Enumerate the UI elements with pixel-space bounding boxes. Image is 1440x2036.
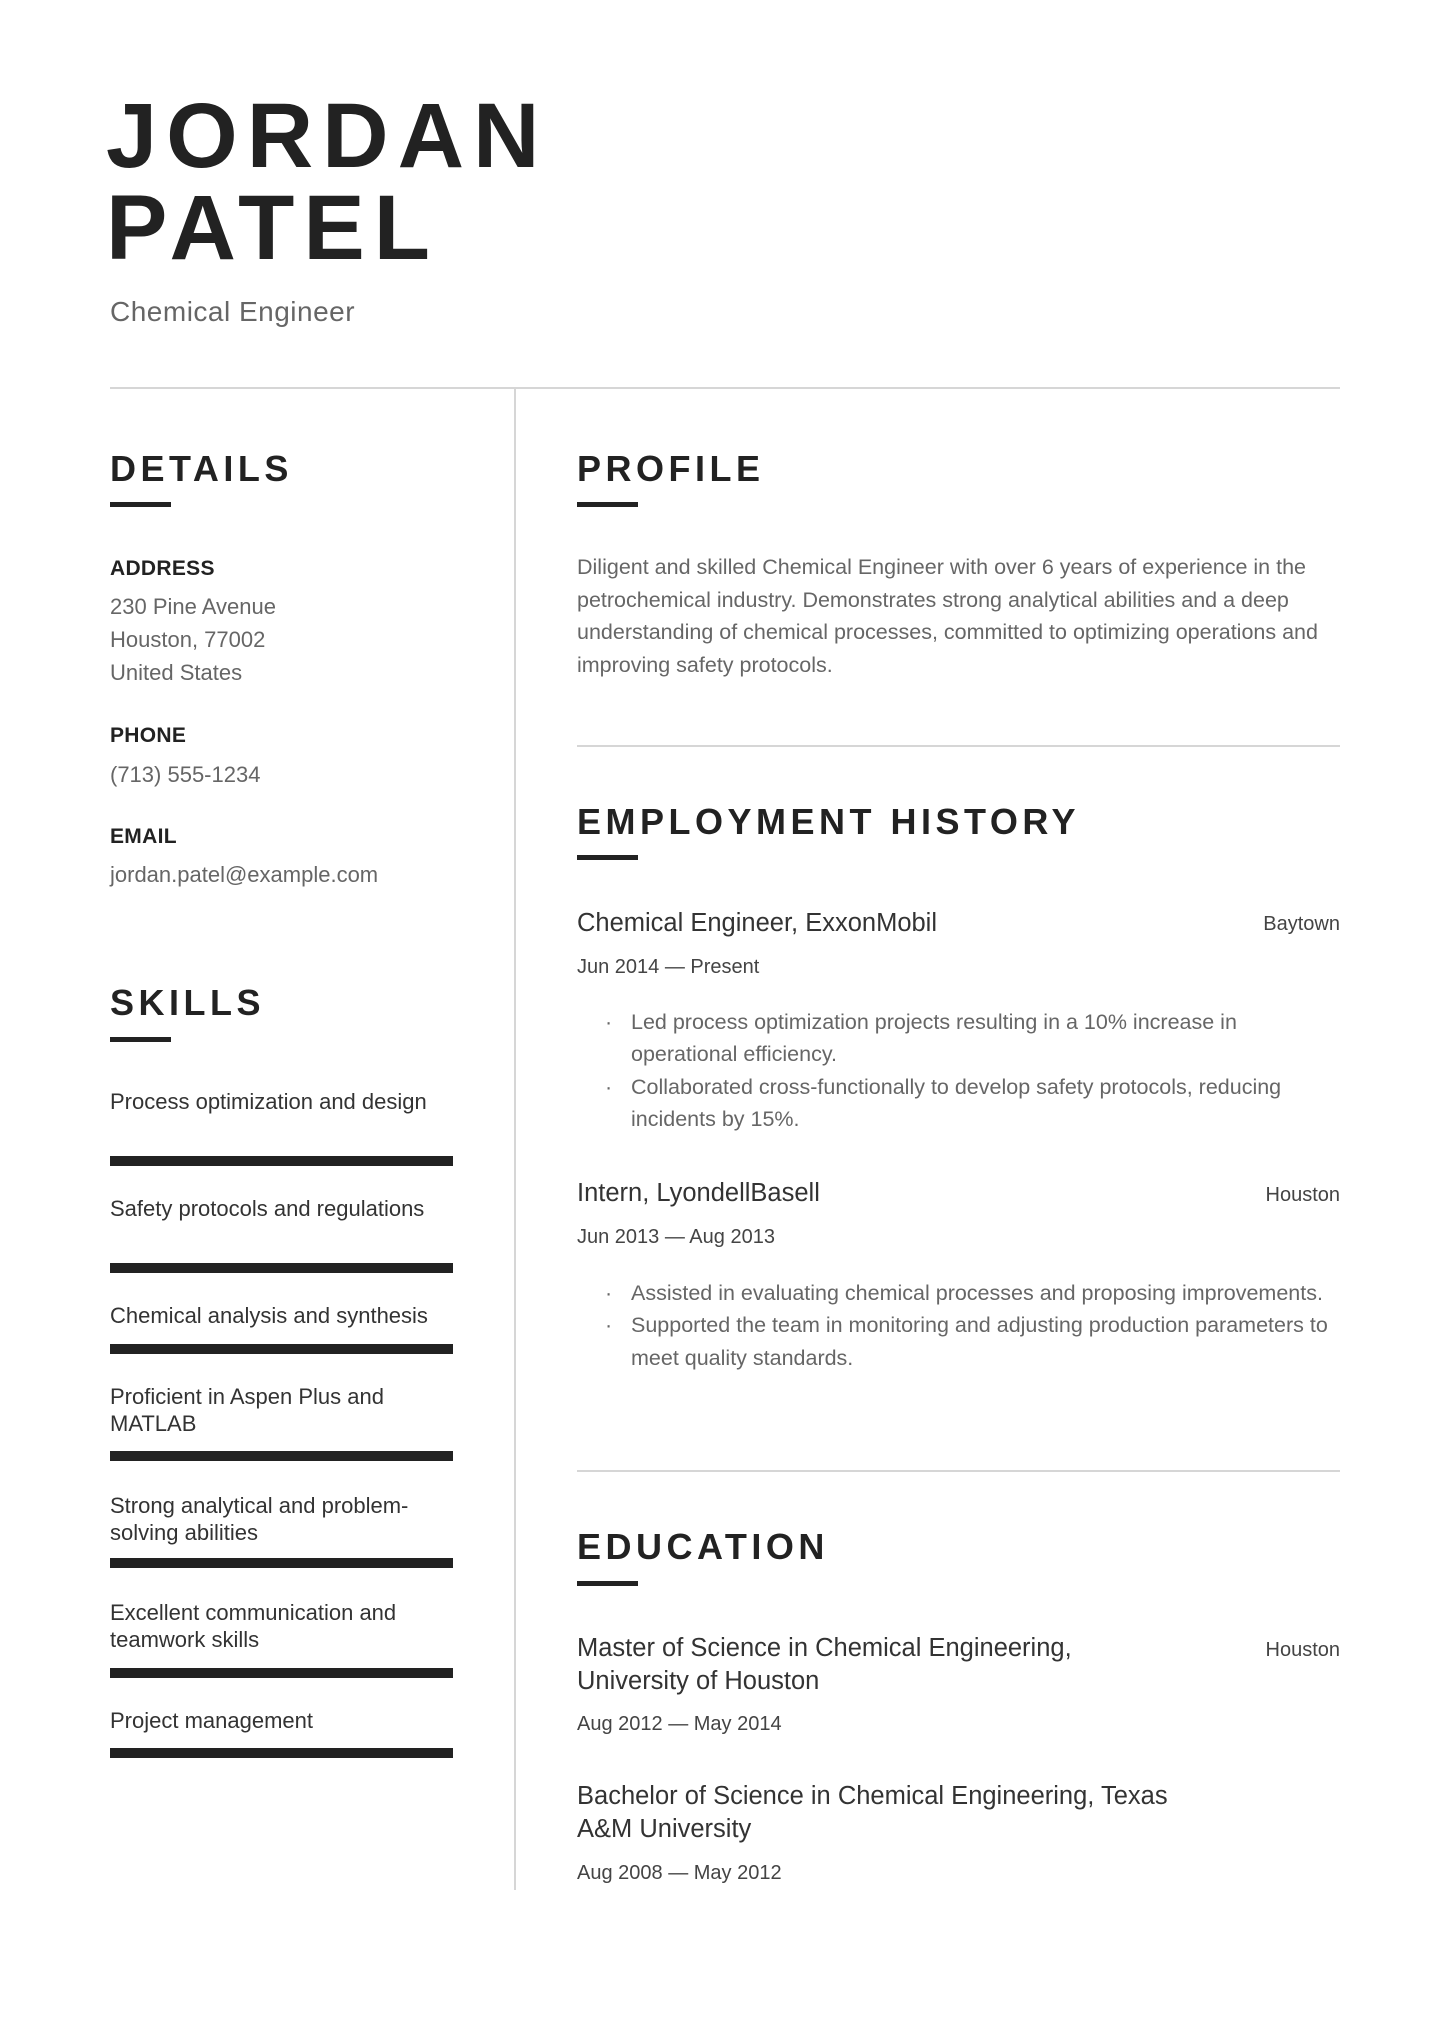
skill-level-bar (110, 1748, 453, 1758)
details-heading: DETAILS (110, 448, 293, 489)
job-bullet-text: Collaborated cross-functionally to develop safety protocols, reducing incidents by 15%. (631, 1074, 1282, 1132)
skill-level-fill (110, 1451, 453, 1461)
job-bullet (600, 1309, 1340, 1374)
skill-level-bar (110, 1263, 453, 1273)
email-value[interactable]: jordan.patel@example.com (110, 862, 379, 887)
details-heading-underline (110, 502, 171, 507)
education-dates: Aug 2008 — May 2012 (577, 1862, 782, 1884)
bullet-icon: · (605, 1281, 613, 1305)
email-label: EMAIL (110, 825, 177, 848)
job-bullet (600, 1277, 1340, 1309)
skills-heading: SKILLS (110, 982, 266, 1023)
education-degree: Master of Science in Chemical Engineering, University of Houston (577, 1634, 1072, 1695)
section-divider (577, 1470, 1340, 1472)
skill-level-bar (110, 1668, 453, 1678)
skill-level-bar (110, 1558, 453, 1568)
job-bullet-text: Led process optimization projects resulting in a 10% increase in operational efficiency. (631, 1010, 1237, 1067)
skill-item: Project management (110, 1708, 313, 1733)
bullet-icon: · (605, 1313, 613, 1338)
skill-item: Chemical analysis and synthesis (110, 1303, 428, 1328)
job-role: Intern, LyondellBasell (577, 1179, 820, 1207)
skill-level-fill (110, 1263, 453, 1273)
job-bullets (600, 1006, 1340, 1136)
address-line-2: Houston, 77002 (110, 627, 266, 652)
address-line-3: United States (110, 660, 243, 685)
profile-heading-underline (577, 502, 638, 507)
skill-item: Safety protocols and regulations (110, 1196, 425, 1221)
education-heading-underline (577, 1581, 638, 1586)
skill-level-fill (110, 1156, 453, 1166)
profile-heading: PROFILE (577, 448, 765, 489)
skill-level-fill (110, 1748, 453, 1758)
bullet-icon: · (605, 1074, 613, 1099)
job-bullet-text: Supported the team in monitoring and adjusting production parameters to meet quality standards. (631, 1313, 1328, 1370)
address-label: ADDRESS (110, 557, 215, 580)
section-divider (577, 745, 1340, 747)
education-heading: EDUCATION (577, 1526, 829, 1567)
phone-label: PHONE (110, 724, 187, 747)
job-location: Baytown (1263, 913, 1340, 935)
skill-level-fill (110, 1344, 453, 1354)
job-bullet (600, 1006, 1340, 1071)
last-name: PATEL (106, 177, 439, 279)
bullet-icon: · (605, 1010, 613, 1034)
skill-item: Process optimization and design (110, 1089, 427, 1114)
skill-item: Strong analytical and problem-solving abilities (110, 1493, 409, 1545)
education-location: Houston (1265, 1639, 1340, 1661)
education-degree: Bachelor of Science in Chemical Engineering, Texas A&M University (577, 1782, 1168, 1843)
job-bullets (600, 1277, 1340, 1374)
skill-level-bar (110, 1156, 453, 1166)
skill-level-fill (110, 1668, 453, 1678)
employment-heading-underline (577, 855, 638, 860)
job-dates: Jun 2013 — Aug 2013 (577, 1226, 775, 1248)
header-divider (110, 387, 1340, 389)
phone-value[interactable]: (713) 555-1234 (110, 762, 261, 787)
profile-summary: Diligent and skilled Chemical Engineer with over 6 years of experience in the petrochemical industry. Demonstrates strong analytical abilities and a deep understanding of chemical processes, committed to optimizing operations and improving safety protocols. (577, 555, 1318, 677)
employment-heading: EMPLOYMENT HISTORY (577, 801, 1081, 842)
column-divider (514, 388, 516, 1890)
job-bullet (600, 1071, 1340, 1136)
job-dates: Jun 2014 — Present (577, 956, 760, 978)
skill-level-bar (110, 1451, 453, 1461)
education-dates: Aug 2012 — May 2014 (577, 1713, 782, 1735)
job-role: Chemical Engineer, ExxonMobil (577, 909, 938, 937)
job-bullet-text: Assisted in evaluating chemical processes and proposing improvements. (631, 1281, 1323, 1305)
job-location: Houston (1265, 1184, 1340, 1206)
address-line-1: 230 Pine Avenue (110, 594, 276, 619)
skill-level-bar (110, 1344, 453, 1354)
skill-item: Proficient in Aspen Plus and MATLAB (110, 1384, 384, 1436)
skill-level-fill (110, 1558, 453, 1568)
job-title: Chemical Engineer (110, 296, 356, 327)
first-name: JORDAN (106, 85, 549, 187)
skills-heading-underline (110, 1037, 171, 1042)
skill-item: Excellent communication and teamwork skills (110, 1600, 397, 1652)
